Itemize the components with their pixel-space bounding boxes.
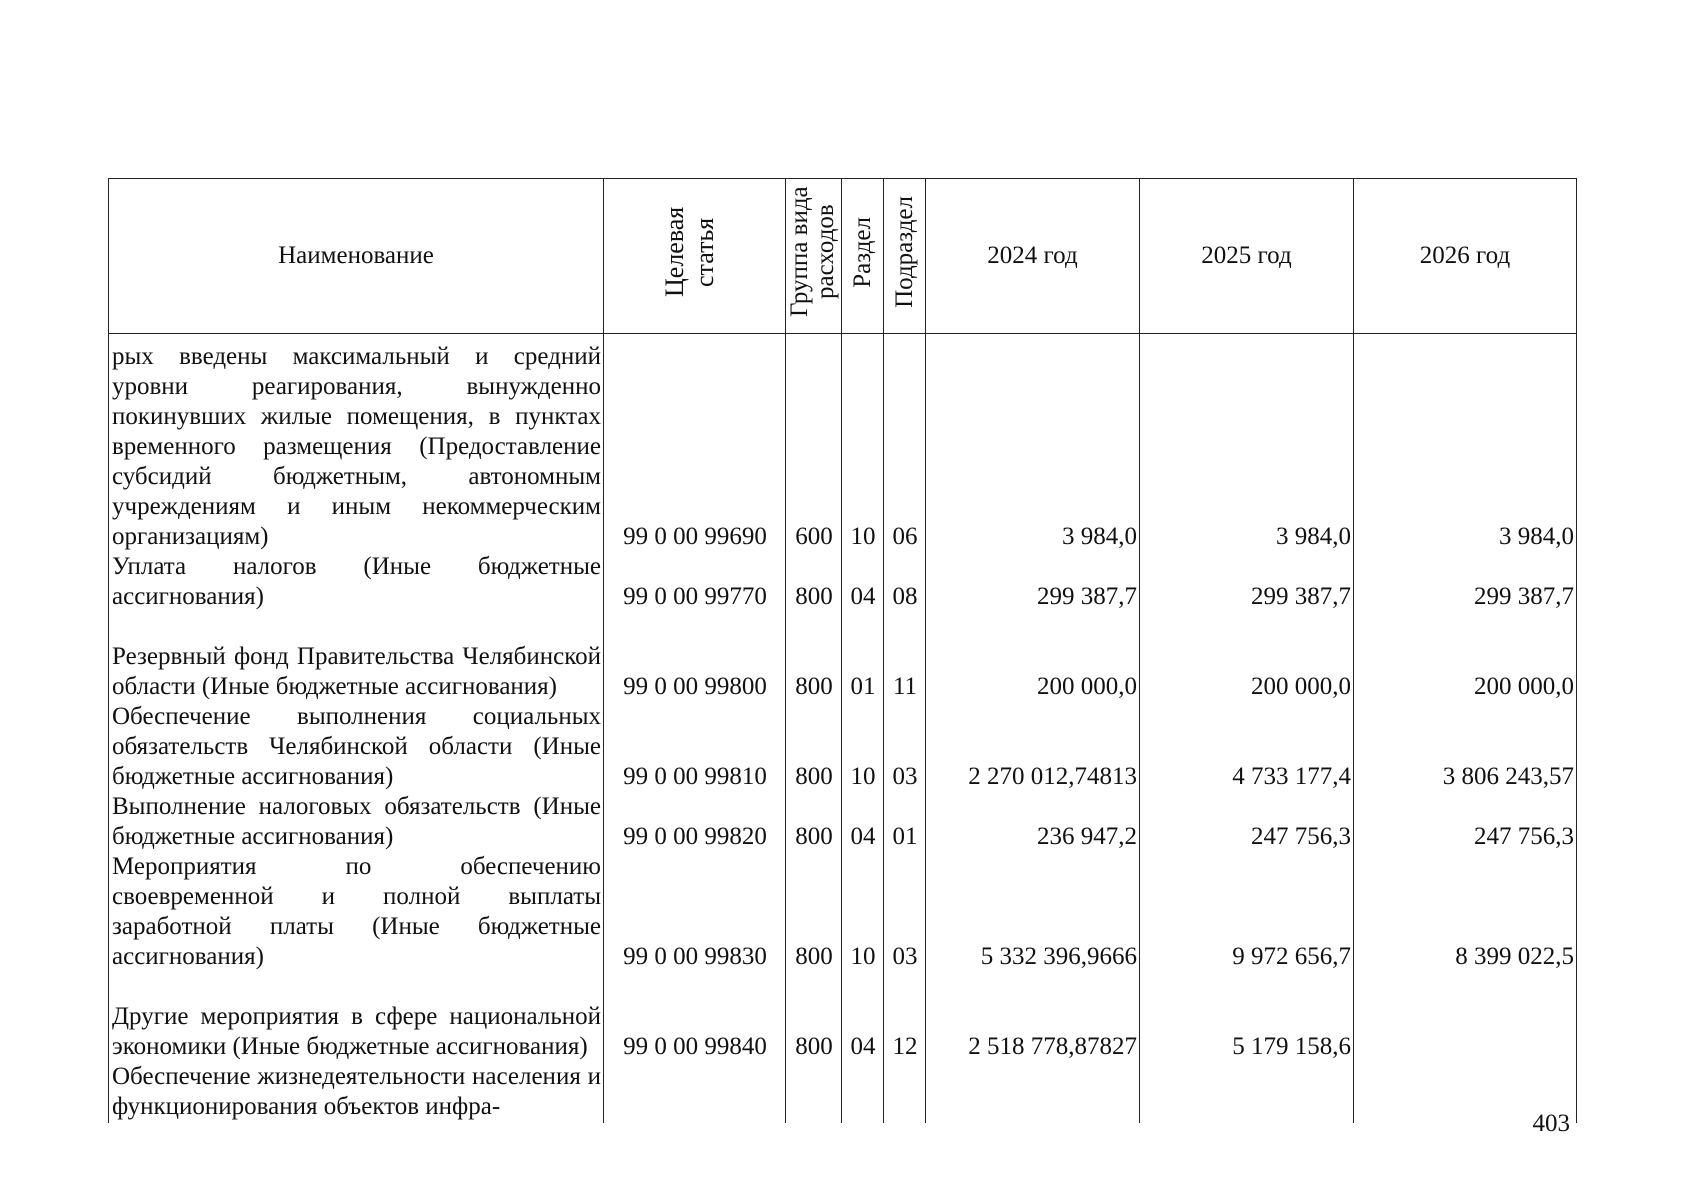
table-row: [109, 972, 1577, 1062]
row-name: Обеспечение выполнения социальных обязательств Челябинской области (Иные бюджетные ассигнования): [109, 702, 604, 792]
row-2026: 8 399 022,5: [1354, 852, 1577, 972]
row-2024: 5 332 396,9666: [926, 852, 1140, 972]
row-section: 04: [842, 552, 884, 612]
row-code: 99 0 00 99690: [604, 334, 786, 552]
row-code: 99 0 00 99820: [604, 792, 786, 852]
row-name: Мероприятия по обеспечению своевременной и полной выплаты заработной платы (Иные бюджетные ассигнования): [109, 852, 604, 972]
row-subsection: 11: [884, 612, 926, 702]
row-2026: 200 000,0: [1354, 612, 1577, 702]
row-subsection: 01: [884, 792, 926, 852]
row-2024: 3 984,0: [926, 334, 1140, 552]
table-row: [109, 612, 1577, 702]
row-group: 600: [786, 334, 842, 552]
row-subsection: 08: [884, 552, 926, 612]
header-2024: 2024 год: [926, 179, 1140, 334]
header-section: Раздел: [842, 179, 884, 334]
header-name: Наименование: [109, 179, 604, 334]
header-2026: 2026 год: [1354, 179, 1577, 334]
header-subsection: Подраздел: [884, 179, 926, 334]
row-2024: 2 270 012,74813: [926, 702, 1140, 792]
row-section: 04: [842, 792, 884, 852]
row-2026: 247 756,3: [1354, 792, 1577, 852]
row-section: 04: [842, 972, 884, 1062]
row-group: 800: [786, 552, 842, 612]
row-2026: 3 806 243,57: [1354, 702, 1577, 792]
row-2024: 200 000,0: [926, 612, 1140, 702]
row-subsection: [884, 1062, 926, 1123]
row-2025: 247 756,3: [1140, 792, 1354, 852]
row-section: 10: [842, 334, 884, 552]
row-name: Другие мероприятия в сфере национальной экономики (Иные бюджетные ассигнования): [109, 972, 604, 1062]
row-code: 99 0 00 99840: [604, 972, 786, 1062]
row-subsection: 03: [884, 852, 926, 972]
table-row: [109, 702, 1577, 792]
row-subsection: 06: [884, 334, 926, 552]
budget-table: [108, 178, 1577, 1123]
row-code: 99 0 00 99800: [604, 612, 786, 702]
row-2024: 2 518 778,87827: [926, 972, 1140, 1062]
header-expense-group: Группа вида расходов: [786, 179, 842, 334]
row-2025: 200 000,0: [1140, 612, 1354, 702]
row-2025: 299 387,7: [1140, 552, 1354, 612]
row-section: 10: [842, 702, 884, 792]
page-number: 403: [1532, 1110, 1570, 1137]
row-2025: [1140, 1062, 1354, 1123]
row-2025: 9 972 656,7: [1140, 852, 1354, 972]
row-subsection: 03: [884, 702, 926, 792]
row-section: 01: [842, 612, 884, 702]
table-row: [109, 792, 1577, 852]
row-code: 99 0 00 99770: [604, 552, 786, 612]
row-name: Резервный фонд Правительства Челябинской области (Иные бюджетные ассигнования): [109, 612, 604, 702]
row-code: [604, 1062, 786, 1123]
row-2026: 299 387,7: [1354, 552, 1577, 612]
row-name: Уплата налогов (Иные бюджетные ассигнования): [109, 552, 604, 612]
table-row: [109, 852, 1577, 972]
row-section: 10: [842, 852, 884, 972]
table-row: [109, 1062, 1577, 1123]
header-2025: 2025 год: [1140, 179, 1354, 334]
header-row: [109, 179, 1577, 334]
row-group: 800: [786, 972, 842, 1062]
row-code: 99 0 00 99830: [604, 852, 786, 972]
row-group: 800: [786, 702, 842, 792]
row-2024: 236 947,2: [926, 792, 1140, 852]
row-name: Обеспечение жизнедеятельности населения и функционирования объектов инфра-: [109, 1062, 604, 1123]
row-2025: 4 733 177,4: [1140, 702, 1354, 792]
table-row: [109, 552, 1577, 612]
row-2025: 5 179 158,6: [1140, 972, 1354, 1062]
row-section: [842, 1062, 884, 1123]
row-group: 800: [786, 792, 842, 852]
row-name: Выполнение налоговых обязательств (Иные бюджетные ассигнования): [109, 792, 604, 852]
row-name: рых введены максимальный и средний уровни реагирования, вынужденно покинувших жилые помещения, в пунктах временного размещения (Предоставление субсидий бюджетным, автономным учреждениям и иным некоммерческим организациям): [109, 334, 604, 552]
row-subsection: 12: [884, 972, 926, 1062]
row-2025: 3 984,0: [1140, 334, 1354, 552]
row-group: 800: [786, 852, 842, 972]
header-target-article: Целевая статья: [604, 179, 786, 334]
row-2026: [1354, 972, 1577, 1062]
row-2024: [926, 1062, 1140, 1123]
row-group: [786, 1062, 842, 1123]
row-2024: 299 387,7: [926, 552, 1140, 612]
row-2026: 3 984,0: [1354, 334, 1577, 552]
table-row: [109, 334, 1577, 552]
row-code: 99 0 00 99810: [604, 702, 786, 792]
row-group: 800: [786, 612, 842, 702]
